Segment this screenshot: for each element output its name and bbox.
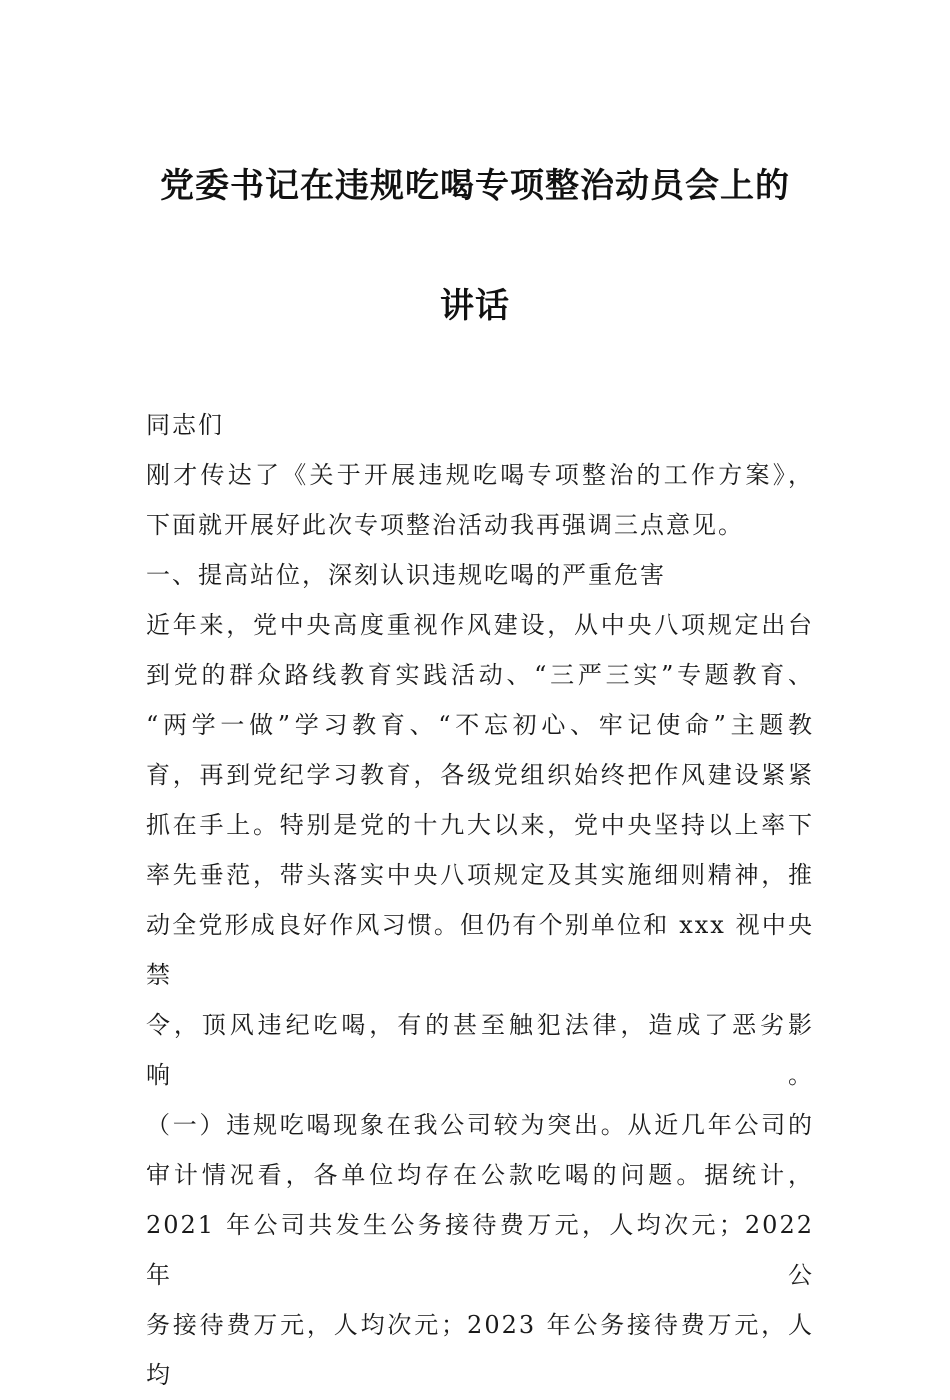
body-line: 刚才传达了《关于开展违规吃喝专项整治的工作方案》， (146, 461, 814, 489)
document-body (146, 400, 814, 1400)
body-line: 下面就开展好此次专项整治活动我再强调三点意见。 (146, 511, 744, 539)
section-heading: 一、提高站位，深刻认识违规吃喝的严重危害 (146, 561, 666, 589)
body-line: “两学一做”学习教育、“不忘初心、牢记使命”主题教 (146, 711, 814, 739)
body-line: 到党的群众路线教育实践活动、“三严三实”专题教育、 (146, 661, 814, 689)
body-line: 动全党形成良好作风习惯。但仍有个别单位和 xxx 视中央禁 (146, 911, 814, 989)
document-title-line-1: 党委书记在违规吃喝专项整治动员会上的 (160, 166, 790, 206)
document-title-line-2: 讲话 (440, 286, 510, 326)
salutation: 同志们 (146, 411, 224, 439)
body-line: 近年来，党中央高度重视作风建设，从中央八项规定出台 (146, 611, 814, 639)
body-line: 2021 年公司共发生公务接待费万元，人均次元；2022 年公 (146, 1211, 814, 1289)
subsection-line: （一）违规吃喝现象在我公司较为突出。从近几年公司的 (146, 1111, 814, 1139)
body-line: 务接待费万元，人均次元；2023 年公务接待费万元，人均 (146, 1311, 814, 1389)
body-line: 令，顶风违纪吃喝，有的甚至触犯法律，造成了恶劣影响。 (146, 1011, 814, 1089)
body-line: 率先垂范，带头落实中央八项规定及其实施细则精神，推 (146, 861, 814, 889)
body-line: 抓在手上。特别是党的十九大以来，党中央坚持以上率下 (146, 811, 814, 839)
body-line: 育，再到党纪学习教育，各级党组织始终把作风建设紧紧 (146, 761, 814, 789)
body-line: 审计情况看，各单位均存在公款吃喝的问题。据统计， (146, 1161, 814, 1189)
